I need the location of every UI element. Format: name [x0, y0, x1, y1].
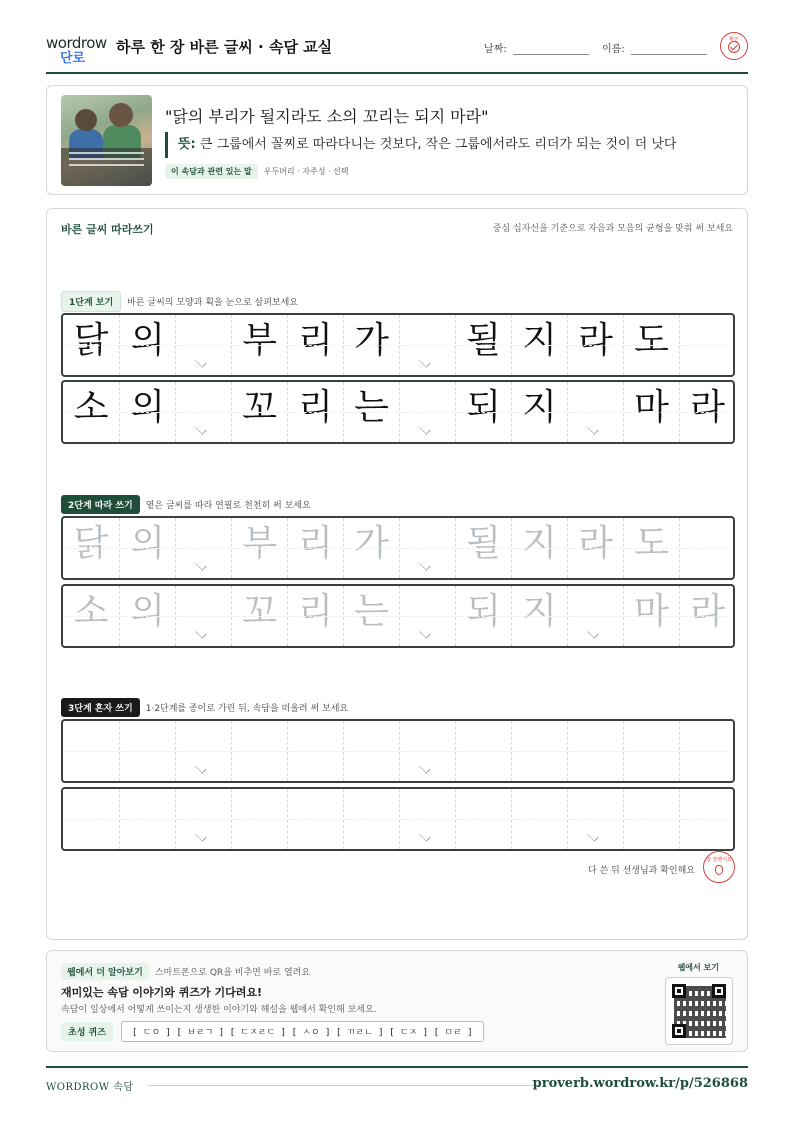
wordrow-logo[interactable]: [46, 34, 108, 64]
verify-stamp-icon: [720, 32, 748, 60]
web-info: [61, 963, 310, 980]
meaning-label: 뜻:: [178, 137, 196, 152]
step-3-badge: 3단계 혼자 쓰기: [61, 698, 140, 717]
trace-character: 도: [634, 523, 669, 564]
trace-character: 라: [578, 523, 613, 564]
grid-cell[interactable]: [175, 721, 231, 781]
initial-quiz: [61, 1021, 484, 1042]
footer-url[interactable]: proverb.wordrow.kr/p/526868: [532, 1076, 748, 1091]
grid-cell: [455, 315, 511, 375]
space-mark-icon: [419, 762, 430, 773]
step-3: [61, 698, 348, 717]
practice-note: 중심 십자선을 기준으로 자음과 모음의 균형을 맞춰 써 보세요: [492, 224, 733, 234]
space-mark-icon: [195, 356, 206, 367]
model-character: 의: [130, 387, 165, 428]
page-header: [46, 30, 748, 74]
model-character: 리: [298, 387, 333, 428]
grid-cell: [231, 315, 287, 375]
grid-cell: [343, 382, 399, 442]
model-character: 는: [354, 387, 389, 428]
model-character: 도: [634, 320, 669, 361]
grid-cell[interactable]: [119, 789, 175, 849]
grid-cell[interactable]: [175, 789, 231, 849]
step-1-desc: 바른 글씨의 모양과 획을 눈으로 살펴보세요: [127, 298, 298, 308]
model-character: 라: [690, 387, 725, 428]
grid-cell[interactable]: [119, 721, 175, 781]
trace-character: 닭: [73, 523, 109, 564]
space-mark-icon: [419, 356, 430, 367]
grid-cell[interactable]: [119, 518, 175, 578]
step-2-desc: 옅은 글씨를 따라 연필로 천천히 써 보세요: [145, 501, 311, 511]
footer-divider: [148, 1085, 540, 1086]
qr-label: 웹에서 보기: [677, 963, 719, 972]
grid-cell[interactable]: [343, 518, 399, 578]
grid-cell: [175, 382, 231, 442]
grid-cell: [623, 382, 679, 442]
model-character: 닭: [73, 320, 109, 361]
grid-cell[interactable]: [511, 518, 567, 578]
model-character: 지: [522, 320, 557, 361]
grid-cell: [455, 382, 511, 442]
name-field: [602, 40, 707, 55]
grid-cell[interactable]: [287, 721, 343, 781]
grid-cell[interactable]: [567, 789, 623, 849]
web-badge: 웹에서 더 알아보기: [61, 963, 149, 980]
grid-cell: [679, 315, 735, 375]
model-character: 부: [242, 320, 277, 361]
grid-cell: [623, 315, 679, 375]
page-footer: [46, 1066, 748, 1100]
trace-character: 지: [522, 523, 557, 564]
trace-character: 꼬: [242, 591, 277, 632]
date-blank: [513, 45, 589, 55]
grid-cell[interactable]: [175, 518, 231, 578]
grid-cell[interactable]: [63, 518, 119, 578]
grid-cell[interactable]: [63, 586, 119, 646]
grid-cell: [511, 382, 567, 442]
grid-cell: [399, 315, 455, 375]
grid-cell[interactable]: [399, 789, 455, 849]
grid-cell[interactable]: [567, 518, 623, 578]
model-character: 될: [466, 320, 501, 361]
trace-character: 리: [298, 523, 333, 564]
space-mark-icon: [587, 830, 598, 841]
space-mark-icon: [587, 627, 598, 638]
trace-character: 의: [130, 523, 165, 564]
grid-cell: [175, 315, 231, 375]
web-desc: 속담이 일상에서 어떻게 쓰이는지 생생한 이야기와 해설을 웹에서 확인해 보세요.: [61, 1005, 377, 1015]
trace-character: 가: [354, 523, 389, 564]
grid-cell[interactable]: [343, 721, 399, 781]
grid-cell[interactable]: [679, 789, 735, 849]
quiz-label: 초성 퀴즈: [61, 1022, 113, 1041]
trace-character: 의: [130, 591, 165, 632]
qr-code-icon[interactable]: [665, 977, 733, 1045]
grid-cell[interactable]: [231, 789, 287, 849]
trace-character: 마: [634, 591, 669, 632]
grid-cell[interactable]: [623, 518, 679, 578]
page-title: 하루 한 장 바른 글씨 · 속담 교실: [116, 38, 333, 56]
trace-character: 부: [242, 523, 277, 564]
practice-title: 바른 글씨 따라쓰기: [61, 223, 154, 236]
date-label: 날짜:: [484, 44, 507, 55]
model-character: 가: [354, 320, 389, 361]
trace-character: 지: [522, 591, 557, 632]
trace-character: 리: [298, 591, 333, 632]
grid-cell[interactable]: [231, 518, 287, 578]
writing-row[interactable]: [61, 719, 735, 783]
model-character: 지: [522, 387, 557, 428]
space-mark-icon: [587, 423, 598, 434]
web-badge-desc: 스마트폰으로 QR을 비추면 바로 열려요: [154, 968, 311, 978]
name-label: 이름:: [602, 44, 625, 55]
grid-cell[interactable]: [63, 789, 119, 849]
space-mark-icon: [419, 830, 430, 841]
model-character: 소: [73, 387, 109, 428]
trace-character: 될: [466, 523, 501, 564]
practice-section: [46, 208, 748, 940]
space-mark-icon: [195, 627, 206, 638]
space-mark-icon: [195, 423, 206, 434]
grid-cell: [567, 382, 623, 442]
grid-cell: [343, 315, 399, 375]
writing-row: [61, 313, 735, 377]
grid-cell[interactable]: [623, 721, 679, 781]
grid-cell[interactable]: [455, 518, 511, 578]
writing-row[interactable]: [61, 516, 735, 580]
thumb-icon: [715, 865, 723, 875]
web-section: [46, 950, 748, 1052]
grid-cell[interactable]: [511, 789, 567, 849]
step-2: [61, 495, 311, 514]
grid-cell[interactable]: [511, 721, 567, 781]
grid-cell[interactable]: [287, 789, 343, 849]
grid-cell[interactable]: [399, 721, 455, 781]
grid-cell[interactable]: [399, 518, 455, 578]
logo-text-top: wordrow: [46, 34, 107, 52]
model-character: 의: [130, 320, 165, 361]
grid-cell: [567, 315, 623, 375]
grid-cell[interactable]: [623, 789, 679, 849]
grid-cell[interactable]: [343, 586, 399, 646]
grid-cell: [511, 315, 567, 375]
grid-cell: [119, 382, 175, 442]
grid-cell: [231, 382, 287, 442]
grid-cell: [63, 315, 119, 375]
step-1-badge: 1단계 보기: [61, 291, 121, 312]
trace-character: 라: [690, 591, 725, 632]
space-mark-icon: [419, 423, 430, 434]
model-character: 라: [578, 320, 613, 361]
grid-cell[interactable]: [455, 789, 511, 849]
grid-cell[interactable]: [679, 721, 735, 781]
grid-cell[interactable]: [119, 586, 175, 646]
grid-cell: [399, 382, 455, 442]
illustration-image: [61, 95, 152, 186]
check-icon: [728, 41, 740, 53]
grid-cell[interactable]: [567, 721, 623, 781]
date-field: [484, 40, 589, 55]
grid-cell[interactable]: [287, 518, 343, 578]
check-note: 다 쓴 뒤 선생님과 확인해요: [587, 866, 695, 876]
proverb-title: "닭의 부리가 될지라도 소의 꼬리는 되지 마라": [165, 107, 489, 126]
grid-cell[interactable]: [231, 586, 287, 646]
grid-cell: [287, 315, 343, 375]
meaning-text: 큰 그룹에서 꼴찌로 따라다니는 것보다, 작은 그룹에서라도 리더가 되는 것이 더 낫다: [199, 137, 677, 152]
grid-cell[interactable]: [287, 586, 343, 646]
space-mark-icon: [195, 762, 206, 773]
proverb-card: [46, 85, 748, 195]
grid-cell[interactable]: [343, 789, 399, 849]
grid-cell[interactable]: [567, 586, 623, 646]
related-label: 이 속담과 관련 있는 말: [165, 164, 258, 179]
proverb-meaning: [165, 132, 676, 158]
grid-cell[interactable]: [231, 721, 287, 781]
space-mark-icon: [419, 627, 430, 638]
space-mark-icon: [419, 559, 430, 570]
verify-stamp-text: 확인: [729, 37, 739, 43]
writing-row[interactable]: [61, 787, 735, 851]
grid-cell[interactable]: [679, 518, 735, 578]
trace-character: 는: [354, 591, 389, 632]
name-blank: [631, 45, 707, 55]
related-words: [165, 164, 349, 179]
space-mark-icon: [195, 830, 206, 841]
grid-cell: [119, 315, 175, 375]
grid-cell: [287, 382, 343, 442]
step-3-desc: 1·2단계를 종이로 가린 뒤, 속담을 떠올려 써 보세요: [145, 704, 349, 714]
space-mark-icon: [195, 559, 206, 570]
writing-row: [61, 380, 735, 444]
grid-cell[interactable]: [63, 721, 119, 781]
grid-cell[interactable]: [399, 586, 455, 646]
trace-character: 되: [466, 591, 501, 632]
quiz-box: [ ㄷㅇ ] [ ㅂㄹㄱ ] [ ㄷㅈㄹㄷ ] [ ㅅㅇ ] [ ㄲㄹㄴ ] [ ㄷㅈ ] [ ㅁㄹ ]: [121, 1021, 484, 1042]
grid-cell[interactable]: [511, 586, 567, 646]
step-1: [61, 291, 298, 312]
model-character: 꼬: [242, 387, 277, 428]
grid-cell[interactable]: [175, 586, 231, 646]
grid-cell: [679, 382, 735, 442]
model-character: 되: [466, 387, 501, 428]
step-2-badge: 2단계 따라 쓰기: [61, 495, 140, 514]
good-job-stamp-text: 참 잘했어요: [706, 857, 732, 863]
model-character: 마: [634, 387, 669, 428]
footer-brand: WORDROW 속담: [46, 1082, 134, 1093]
model-character: 리: [298, 320, 333, 361]
good-job-stamp-icon: [703, 851, 735, 883]
writing-row[interactable]: [61, 584, 735, 648]
grid-cell[interactable]: [679, 586, 735, 646]
related-list: 우두머리 · 자주성 · 선택: [263, 167, 349, 176]
trace-character: 소: [73, 591, 109, 632]
grid-cell[interactable]: [455, 586, 511, 646]
logo-text-bottom: 단로: [60, 51, 86, 66]
grid-cell: [63, 382, 119, 442]
web-title: 재미있는 속담 이야기와 퀴즈가 기다려요!: [61, 986, 262, 999]
grid-cell[interactable]: [623, 586, 679, 646]
grid-cell[interactable]: [455, 721, 511, 781]
